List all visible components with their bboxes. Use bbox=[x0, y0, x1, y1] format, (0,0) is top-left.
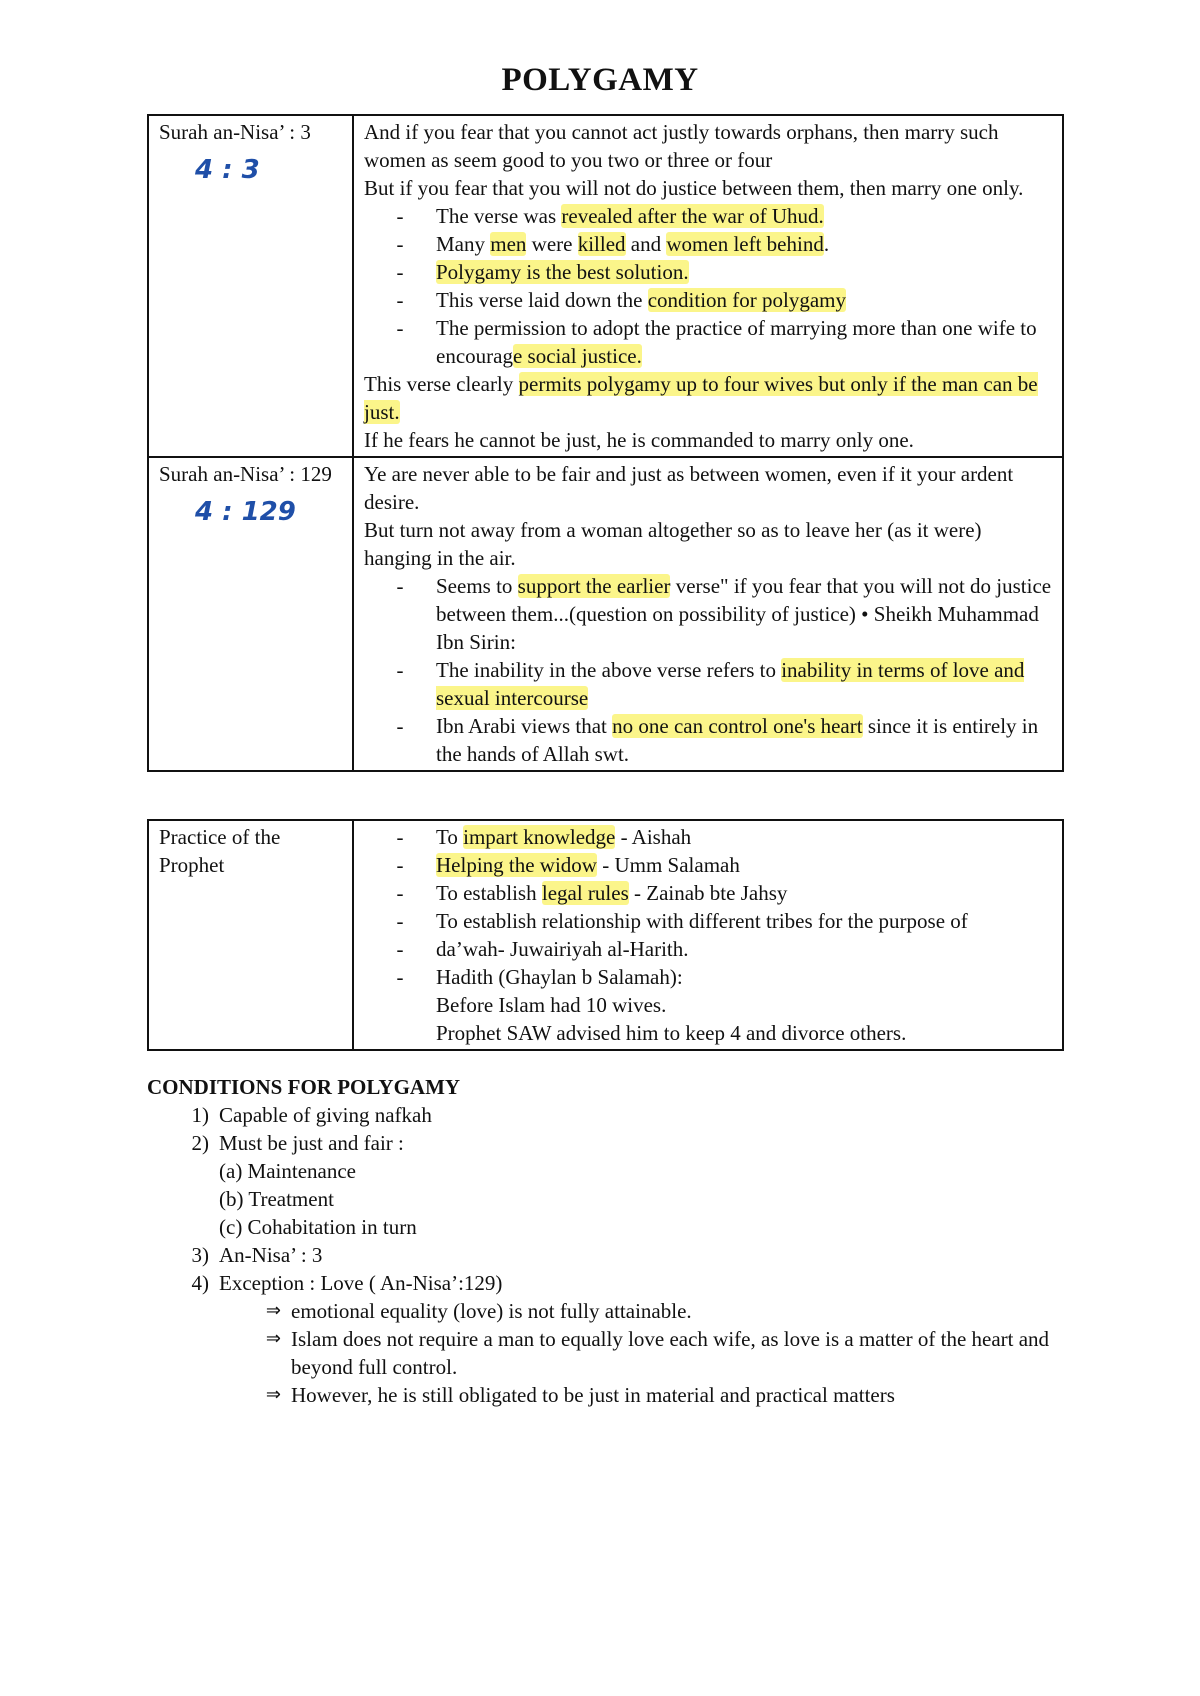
list-item: 4) Exception : Love ( An-Nisa’:129) bbox=[191, 1271, 503, 1295]
table-row bbox=[148, 820, 1063, 1050]
page-title: POLYGAMY bbox=[501, 62, 699, 98]
arrow-icon: ⇒ bbox=[265, 1384, 281, 1405]
table-row bbox=[148, 457, 1063, 771]
arrow-item: ⇒ Islam does not require a man to equally love each wife, as love is a matter of the heart and beyond full control. bbox=[147, 1325, 1064, 1381]
surah-reference: Surah an-Nisa’ : 3 bbox=[159, 120, 311, 144]
list-item: - This verse laid down the condition for polygamy bbox=[396, 288, 847, 312]
svg-text:4 : 129: 4 : 129 bbox=[195, 497, 296, 527]
list-item: - To establish relationship with different tribes for the purpose of bbox=[396, 909, 968, 933]
list-item: - Polygamy is the best solution. bbox=[396, 260, 689, 284]
verse-summary: This verse clearly permits polygamy up to four wives but only if the man can be just. bbox=[364, 372, 1038, 424]
practice-table bbox=[147, 819, 1064, 1051]
list-item: - Seems to support the earlier verse" if you fear that you will not do justice between them...(question on possibility of justice) • Sheikh Muhammad Ibn Sirin: bbox=[396, 574, 1052, 654]
highlight: permits polygamy up to four wives but only if the man can be just. bbox=[364, 372, 1038, 424]
list-item: - The permission to adopt the practice of marrying more than one wife to encourage social justice. bbox=[396, 316, 1037, 368]
highlight: inability in terms of love and sexual intercourse bbox=[436, 658, 1025, 710]
list-item: Before Islam had 10 wives. bbox=[436, 993, 667, 1017]
list-item: Prophet SAW advised him to keep 4 and divorce others. bbox=[436, 1021, 907, 1045]
highlight: support the earlier bbox=[517, 574, 671, 598]
list-item: - To establish legal rules - Zainab bte Jahsy bbox=[396, 881, 788, 905]
highlight: killed bbox=[577, 232, 626, 256]
verses-table bbox=[147, 114, 1064, 772]
highlight: men bbox=[490, 232, 527, 256]
sub-item: (b) Treatment bbox=[219, 1187, 334, 1211]
list-item: - The inability in the above verse refers to inability in terms of love and sexual intercourse bbox=[396, 658, 1025, 710]
verse-text: But if you fear that you will not do justice between them, then marry one only. bbox=[364, 176, 1024, 200]
highlight: legal rules bbox=[541, 881, 629, 905]
list-item: 3) An-Nisa’ : 3 bbox=[191, 1243, 323, 1267]
practice-label: Practice of the Prophet bbox=[159, 825, 281, 877]
highlight: no one can control one's heart bbox=[612, 714, 863, 738]
handwritten-annotation bbox=[193, 494, 296, 528]
highlight: revealed after the war of Uhud. bbox=[561, 204, 824, 228]
ref-cell bbox=[148, 820, 353, 1050]
highlight: Helping the widow bbox=[436, 853, 597, 877]
ref-cell bbox=[148, 115, 353, 457]
table-row bbox=[148, 115, 1063, 457]
sub-item: (a) Maintenance bbox=[219, 1159, 357, 1183]
verse-text: But turn not away from a woman altogether so as to leave her (as it were) hanging in the air. bbox=[364, 518, 982, 570]
list-item: - Helping the widow - Umm Salamah bbox=[396, 853, 740, 877]
highlight: condition for polygamy bbox=[647, 288, 847, 312]
conditions-section bbox=[147, 1073, 1064, 1409]
list-item: - Many men were killed and women left behind. bbox=[396, 232, 830, 256]
svg-text:4 : 3: 4 : 3 bbox=[195, 155, 260, 185]
verse-text: And if you fear that you cannot act justly towards orphans, then marry such women as seem good to you two or three or four bbox=[364, 120, 999, 172]
sub-item: (c) Cohabitation in turn bbox=[219, 1215, 417, 1239]
arrow-item: ⇒ emotional equality (love) is not fully attainable. bbox=[147, 1297, 1064, 1325]
ref-cell bbox=[148, 457, 353, 771]
content-cell bbox=[353, 820, 1063, 1050]
list-item: - The verse was revealed after the war of Uhud. bbox=[396, 204, 824, 228]
list-item: - To impart knowledge - Aishah bbox=[396, 825, 692, 849]
verse-summary: If he fears he cannot be just, he is commanded to marry only one. bbox=[364, 428, 914, 452]
arrow-item: ⇒ However, he is still obligated to be just in material and practical matters bbox=[147, 1381, 1064, 1409]
arrow-icon: ⇒ bbox=[265, 1300, 281, 1321]
list-item: 2) Must be just and fair : bbox=[191, 1131, 404, 1155]
highlight: e social justice. bbox=[512, 344, 642, 368]
content-cell bbox=[353, 457, 1063, 771]
verse-text: Ye are never able to be fair and just as between women, even if it your ardent desire. bbox=[364, 462, 1014, 514]
list-item: 1) Capable of giving nafkah bbox=[191, 1103, 432, 1127]
content-cell bbox=[353, 115, 1063, 457]
highlight: Polygamy is the best solution. bbox=[436, 260, 689, 284]
surah-reference: Surah an-Nisa’ : 129 bbox=[159, 462, 332, 486]
list-item: - da’wah- Juwairiyah al-Harith. bbox=[396, 937, 689, 961]
arrow-icon: ⇒ bbox=[265, 1328, 281, 1349]
list-item: - Hadith (Ghaylan b Salamah): bbox=[396, 965, 683, 989]
handwritten-annotation bbox=[193, 152, 260, 186]
highlight: impart knowledge bbox=[463, 825, 616, 849]
highlight: women left behind bbox=[666, 232, 824, 256]
section-heading: CONDITIONS FOR POLYGAMY bbox=[147, 1075, 461, 1099]
list-item: - Ibn Arabi views that no one can control one's heart since it is entirely in the hands of Allah swt. bbox=[396, 714, 1039, 766]
